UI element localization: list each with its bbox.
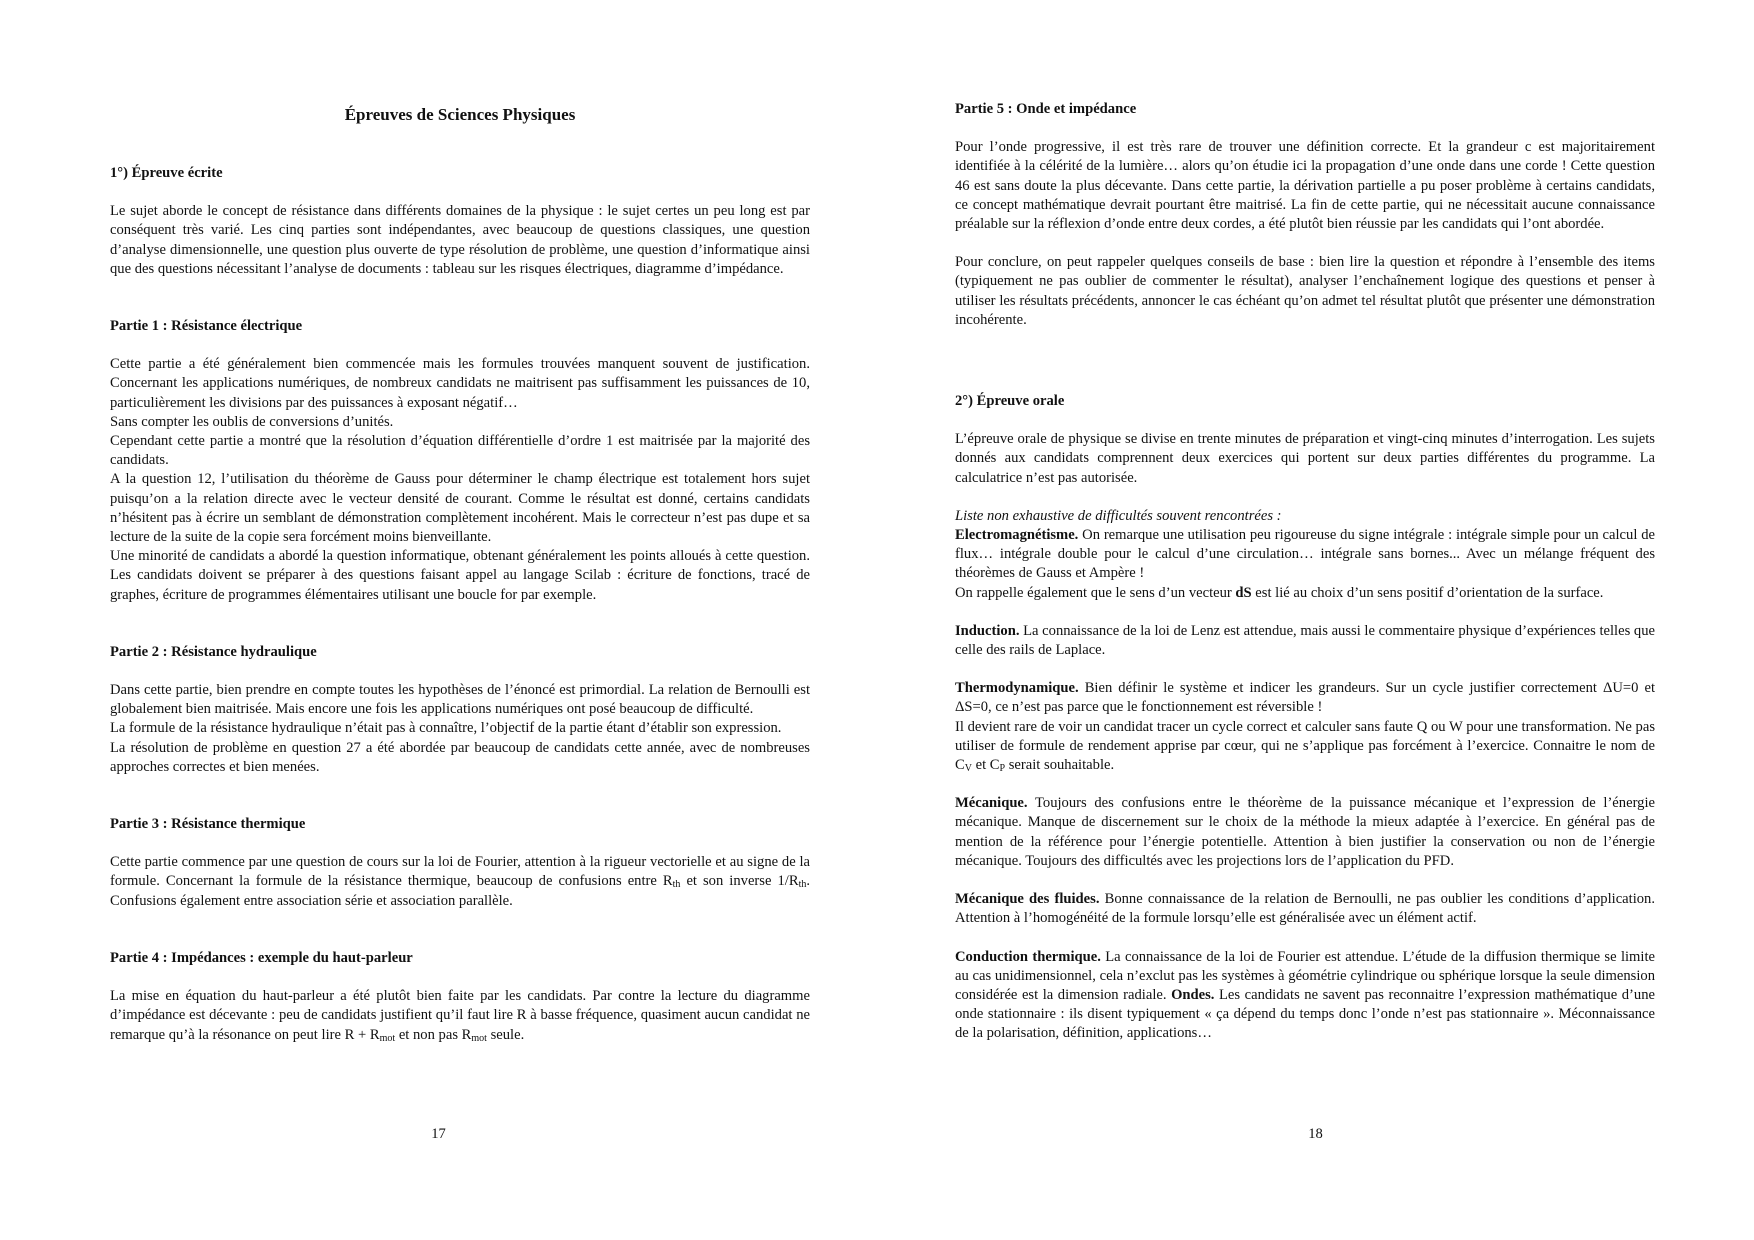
electromagnetism-paragraph-2: On rappelle également que le sens d’un vecteur dS est lié au choix d’un sens positif d’orientation de la surface. (955, 584, 1604, 601)
part1-paragraph-5: Une minorité de candidats a abordé la question informatique, obtenant généralement les points alloués à cette question. Les candidats doivent se préparer à des questions faisant appel au langage Scilab : écriture de fonctions, tracé de graphes, écriture de programmes élémentaires utilisant une boucle for par exemple. (110, 548, 810, 603)
oral-intro-paragraph: L’épreuve orale de physique se divise en trente minutes de préparation et vingt-cinq minutes d’interrogation. Les sujets donnés aux candidats comprennent deux exercices qui portent sur deux parties différentes du programme. La calculatrice n’est pas autorisée. (955, 431, 1655, 486)
page-title: Épreuves de Sciences Physiques (344, 105, 576, 124)
part5-paragraph-2: Pour conclure, on peut rappeler quelques conseils de base : bien lire la question et répondre à l’ensemble des items (typiquement ne pas oublier de commenter le résultat), analyser l’enchaînement logique des questions et penser à utiliser les résultats précédents, annoncer le cas échéant qu’on admet tel résultat plutôt que présenter une démonstration incohérente. (955, 254, 1655, 328)
part1-paragraph-1: Cette partie a été généralement bien commencée mais les formules trouvées manquent souvent de justification. Concernant les applications numériques, de nombreux candidats ne maitrisent pas suffisamment les puissances de 10, particulièrement les divisions par des puissances à exposant négatif… (110, 356, 810, 411)
right-column (955, 100, 1655, 1044)
part1-paragraph-4: A la question 12, l’utilisation du théorème de Gauss pour déterminer le champ électrique est totalement hors sujet puisqu’on a la relation directe avec le vecteur densité de courant. Comme le résultat est donné, certains candidats n’hésitent pas à écrire un semblant de démonstration complètement incohérent. Mais le correcteur n’est pas dupe et sa lecture de la suite de la copie sera forcément moins bienveillante. (110, 471, 810, 546)
page-number-right: 18 (1308, 1126, 1323, 1142)
part2-paragraph-1: Dans cette partie, bien prendre en compte toutes les hypothèses de l’énoncé est primordial. La relation de Bernoulli est globalement bien maitrisée. Mais encore une fois les applications numériques ont posé beaucoup de difficulté. (110, 682, 810, 718)
intro-paragraph: Le sujet aborde le concept de résistance dans différents domaines de la physique : le sujet certes un peu long est par conséquent très varié. Les cinq parties sont indépendantes, avec beaucoup de questions classiques, une question d’analyse dimensionnelle, une question plus ouverte de type résolution de problème, une question d’informatique ainsi que des questions nécessitant l’analyse de documents : tableau sur les risques électriques, diagramme d’impédance. (110, 203, 810, 277)
part4-paragraph: La mise en équation du haut-parleur a été plutôt bien faite par les candidats. Par contre la lecture du diagramme d’impédance est décevante : peu de candidats justifient qu’il faut lire R à basse fréquence, quasiment aucun candidat ne remarque qu’à la résonance on peut lire $R + R_{mot}$ et non pas $R_{mot}$ seule. (110, 988, 810, 1044)
thermal-conduction-paragraph: Conduction thermique. La connaissance de la loi de Fourier est attendue. L’étude de la diffusion thermique se limite au cas unidimensionnel, cela n’exclut pas les systèmes à géométrie cylindrique ou sphérique lorsque la seule dimension considérée est la dimension radiale. Ondes. Les candidats ne savent pas reconnaitre l’expression mathématique d’une onde stationnaire : ils disent typiquement « ça dépend du temps donc l’onde n’est pas stationnaire ». Méconnaissance de la polarisation, définition, applications… (955, 948, 1655, 1042)
heading-part-3: Partie 3 : Résistance thermique (110, 816, 306, 833)
fluid-mechanics-paragraph: Mécanique des fluides. Bonne connaissance de la relation de Bernoulli, ne pas oublier les conditions d’application. Attention à l’homogénéité de la formule lorsqu’elle est généralisée avec un élément actif. (955, 891, 1656, 927)
heading-part-4: Partie 4 : Impédances : exemple du haut-parleur (110, 949, 413, 966)
electromagnetism-paragraph: Electromagnétisme. On remarque une utilisation peu rigoureuse du signe intégrale : intégrale simple pour un calcul de flux… intégrale double pour le calcul d’une circulation… intégrale sans bornes... Avec un mélange fréquent des théorèmes de Gauss et Ampère ! (955, 527, 1655, 582)
mechanics-paragraph: Mécanique. Toujours des confusions entre le théorème de la puissance mécanique et l’expression de l’énergie mécanique. Manque de discernement sur le choix de la méthode la mieux adaptée à l’exercice. En général pas de mention de la référence pour l’énergie potentielle. Attention à bien justifier la conservation ou non de l’énergie mécanique. Toujours des difficultés avec les projections lors de l’application du PFD. (955, 795, 1655, 869)
induction-paragraph: Induction. La connaissance de la loi de Lenz est attendue, mais aussi le commentaire physique d’expériences telles que celle des rails de Laplace. (955, 622, 1655, 659)
section-heading-written: 1°) Épreuve écrite (110, 165, 223, 181)
section-heading-oral: 2°) Épreuve orale (955, 393, 1065, 410)
heading-part-2: Partie 2 : Résistance hydraulique (110, 643, 317, 660)
difficulties-list-intro: Liste non exhaustive de difficultés souvent rencontrées : (955, 507, 1282, 524)
thermodynamics-paragraph-2: Il devient rare de voir un candidat tracer un cycle correct et calculer sans faute Q ou W pour une transformation. Ne pas utiliser de formule de rendement apprise par cœur, qui ne s’applique pas forcément à l’exercice. Connaitre le nom de $C_V$ et $C_P$ serait souhaitable. (955, 718, 1655, 775)
heading-part-1: Partie 1 : Résistance électrique (110, 318, 303, 335)
part3-paragraph: Cette partie commence par une question de cours sur la loi de Fourier, attention à la rigueur vectorielle et au signe de la formule. Concernant la formule de la résistance thermique, beaucoup de confusions entre $R_{th}$ et son inverse $1/R_{th}$. Confusions également entre association série et association parallèle. (110, 854, 810, 909)
heading-part-5: Partie 5 : Onde et impédance (955, 101, 1137, 117)
part1-paragraph-3: Cependant cette partie a montré que la résolution d’équation différentielle d’ordre 1 est maitrisée par la majorité des candidats. (110, 433, 810, 469)
left-column (110, 100, 810, 1045)
part2-paragraph-3: La résolution de problème en question 27 a été abordée par beaucoup de candidats cette année, avec de nombreuses approches correctes et bien menées. (110, 739, 810, 775)
part5-paragraph-1: Pour l’onde progressive, il est très rare de trouver une définition correcte. Et la grandeur c est majoritairement identifiée à la célérité de la lumière… alors qu’on étudie ici la propagation d’une onde dans une corde ! Cette question 46 est sans doute la plus décevante. Dans cette partie, la dérivation partielle a pu poser problème à certains candidats, ce concept mathématique devrait pourtant être maitrisé. La fin de cette partie, qui ne nécessitait aucune connaissance préalable sur la réflexion d’onde entre deux cordes, a été plutôt bien réussie par les candidats qui l’ont abordée. (955, 139, 1655, 233)
page-number-left: 17 (431, 1126, 446, 1142)
page-right (877, 0, 1754, 1240)
thermodynamics-paragraph: Thermodynamique. Bien définir le système et indicer les grandeurs. Sur un cycle justifier correctement ΔU=0 et ΔS=0, ce n’est pas parce que le fonctionnement est réversible ! (955, 680, 1655, 716)
part1-paragraph-2: Sans compter les oublis de conversions d’unités. (110, 413, 394, 430)
part2-paragraph-2: La formule de la résistance hydraulique n’était pas à connaître, l’objectif de la partie étant d’établir son expression. (110, 720, 782, 737)
